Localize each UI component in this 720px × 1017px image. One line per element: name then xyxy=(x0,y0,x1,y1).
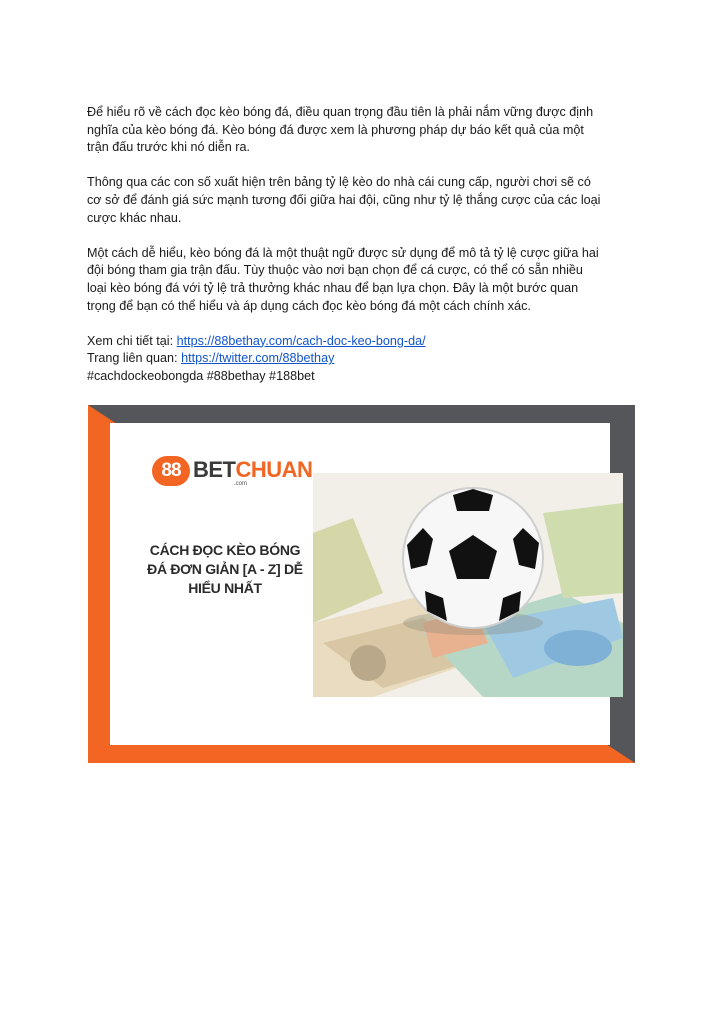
article-banner-image xyxy=(88,405,635,763)
banknote-back-left xyxy=(313,518,383,623)
banner-title-line: ĐÁ ĐƠN GIẢN [A - Z] DỄ xyxy=(147,561,303,577)
details-label: Xem chi tiết tại: xyxy=(87,333,174,348)
paragraph-line: loại kèo bóng đá với tỷ lệ trả thưởng khác nhau để bạn lựa chọn. Đây là một bước quan xyxy=(87,280,579,295)
logo-domain: .com xyxy=(234,481,248,487)
details-link[interactable]: https://88bethay.com/cach-doc-keo-bong-da/ xyxy=(176,333,426,348)
paragraph-line: Để hiểu rõ về cách đọc kèo bóng đá, điều quan trọng đầu tiên là phải nắm vững được định xyxy=(87,105,594,119)
logo-number: 88 xyxy=(152,456,190,486)
hashtags: #cachdockeobongda #88bethay #188bet xyxy=(87,368,315,383)
paragraph-2 xyxy=(87,174,647,227)
paragraph-line: cơ sở để đánh giá sức mạnh tương đối giữa hai đội, cũng như tỷ lệ thắng cược của các loại xyxy=(87,192,601,207)
banner-title-line: CÁCH ĐỌC KÈO BÓNG xyxy=(149,542,301,558)
paragraph-line: Thông qua các con số xuất hiện trên bảng tỷ lệ kèo do nhà cái cung cấp, người chơi sẽ có xyxy=(87,175,591,190)
article-body xyxy=(87,104,647,386)
paragraph-3 xyxy=(87,245,647,315)
banknote-seal xyxy=(544,630,612,666)
links-block xyxy=(87,333,647,386)
banknote-portrait-face xyxy=(350,645,386,681)
paragraph-line: cược khác nhau. xyxy=(87,210,182,225)
related-line xyxy=(87,350,647,368)
banner-card xyxy=(110,423,610,745)
banner-title-line: HIỂU NHẤT xyxy=(188,580,262,596)
paragraph-line: trọng để bạn có thể hiểu và áp dụng cách đọc kèo bóng đá một cách chính xác. xyxy=(87,298,531,313)
banknote-back-right xyxy=(543,503,623,598)
related-link[interactable]: https://twitter.com/88bethay xyxy=(181,351,335,366)
photo-illustration xyxy=(313,473,623,697)
paragraph-line: trận đấu trước khi nó diễn ra. xyxy=(87,140,250,155)
details-line xyxy=(87,333,647,351)
paragraph-1 xyxy=(87,104,647,157)
logo-chuan: CHUAN xyxy=(235,457,313,482)
logo-bet: BET xyxy=(193,457,236,482)
paragraph-line: nghĩa của kèo bóng đá. Kèo bóng đá được xem là phương pháp dự báo kết quả của một xyxy=(87,122,584,137)
soccer-ball-on-money-icon xyxy=(313,473,623,697)
paragraph-line: đội bóng tham gia trận đấu. Tùy thuộc vào nơi bạn chọn để cá cược, có thể có sẵn nhiều xyxy=(87,263,583,278)
paragraph-line: Một cách dễ hiểu, kèo bóng đá là một thuật ngữ được sử dụng để mô tả tỷ lệ cược giữa hai xyxy=(87,245,599,260)
related-label: Trang liên quan: xyxy=(87,351,178,366)
banner-title xyxy=(140,541,310,598)
logo-wordmark xyxy=(193,458,312,482)
